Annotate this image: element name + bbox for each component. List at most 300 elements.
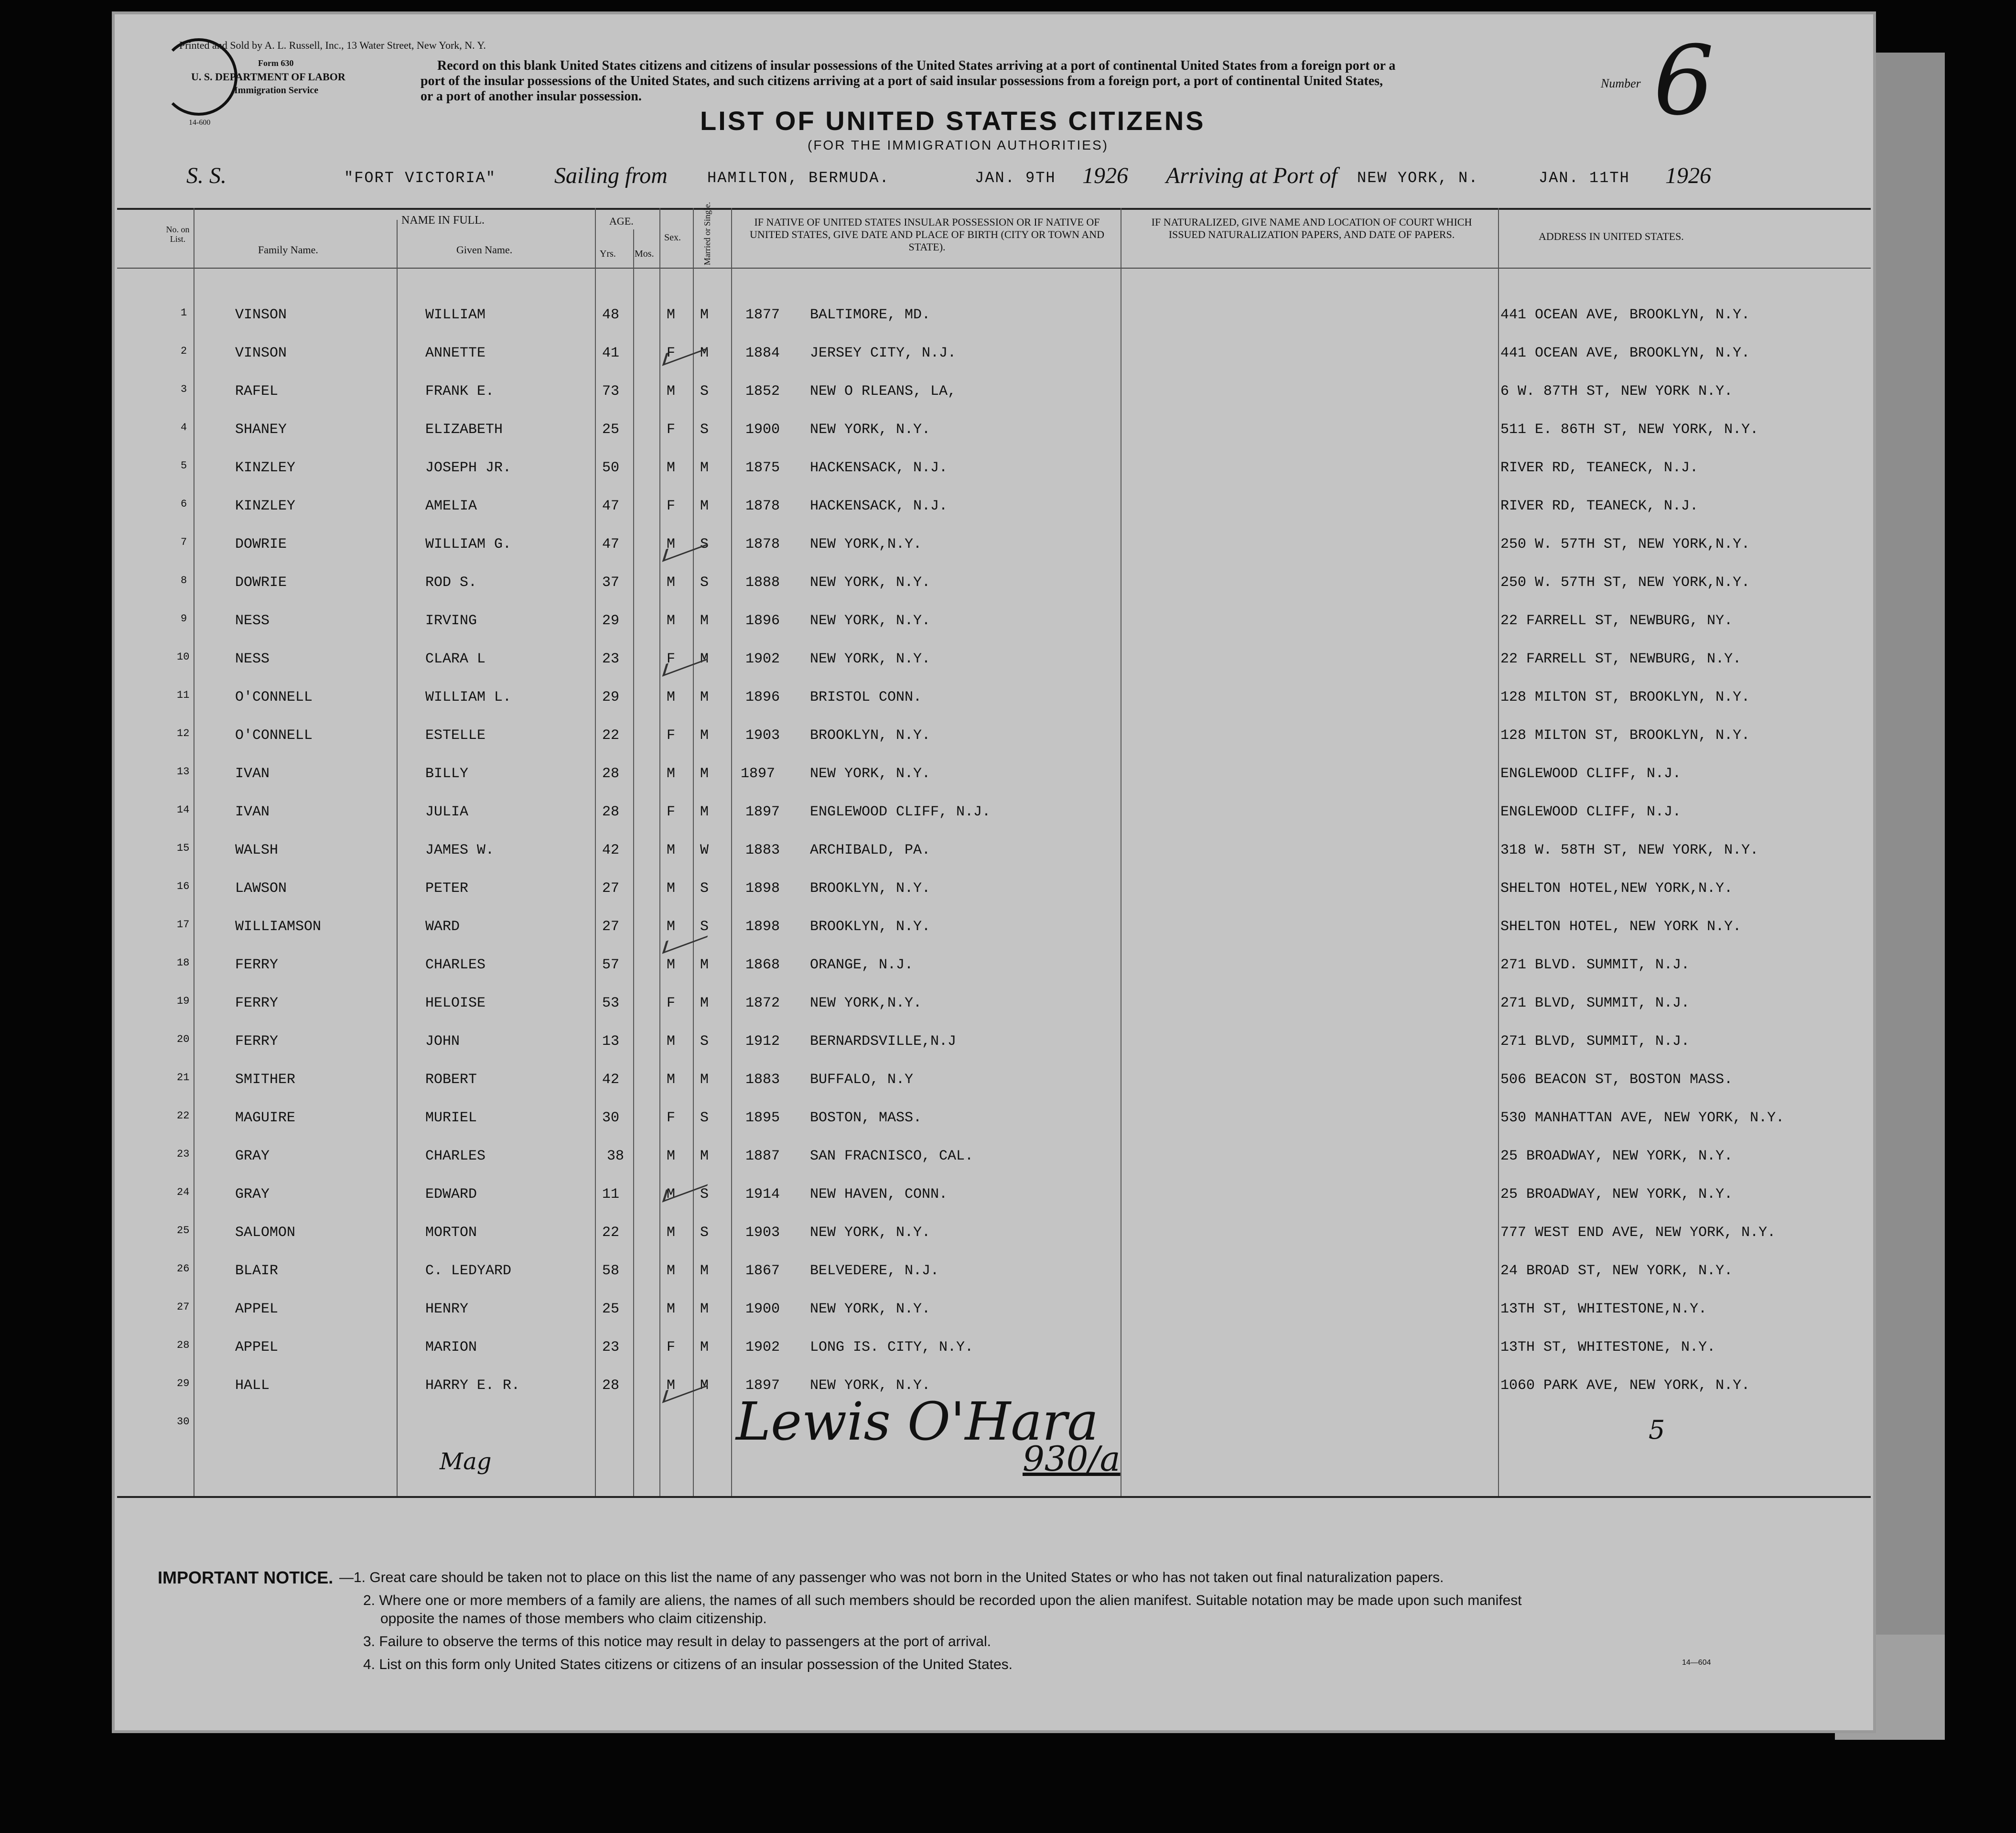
address: 1060 PARK AVE, NEW YORK, N.Y. [1500, 1377, 1750, 1394]
marital-status: M [700, 1339, 709, 1356]
age: 23 [602, 1339, 620, 1356]
birth-year: 1895 [745, 1110, 780, 1126]
birth-year: 1897 [745, 804, 780, 820]
age: 53 [602, 995, 620, 1011]
sex: M [667, 957, 676, 973]
table-row [115, 1225, 1873, 1263]
table-row [115, 1033, 1873, 1072]
arriving-label: Arriving at Port of [1166, 163, 1337, 188]
address: 250 W. 57TH ST, NEW YORK,N.Y. [1500, 536, 1750, 553]
age: 25 [602, 1301, 620, 1317]
row-number: 13 [177, 766, 190, 778]
sex: M [667, 575, 676, 591]
birth-place: BERNARDSVILLE,N.J [810, 1033, 957, 1050]
row-number: 1 [181, 307, 187, 319]
row-number: 21 [177, 1072, 190, 1084]
table-row [115, 880, 1873, 919]
row-number: 4 [181, 422, 187, 434]
ss-label: S. S. [186, 163, 226, 188]
row-number: 16 [177, 880, 190, 892]
birth-year: 1875 [745, 460, 780, 476]
birth-year: 1852 [745, 383, 780, 400]
marital-status: M [700, 613, 709, 629]
family-name: NESS [235, 613, 270, 629]
marital-status: M [700, 727, 709, 744]
table-row [115, 727, 1873, 766]
address: 24 BROAD ST, NEW YORK, N.Y. [1500, 1263, 1733, 1279]
address: 318 W. 58TH ST, NEW YORK, N.Y. [1500, 842, 1759, 858]
address: SHELTON HOTEL,NEW YORK,N.Y. [1500, 880, 1733, 897]
notice-heading: IMPORTANT NOTICE. [158, 1568, 334, 1587]
given-name: ROD S. [425, 575, 477, 591]
birth-place: BRISTOL CONN. [810, 689, 922, 705]
ship-name: "FORT VICTORIA" [344, 169, 496, 187]
family-name: APPEL [235, 1339, 279, 1356]
from-date: JAN. 9TH [975, 169, 1056, 187]
family-name: VINSON [235, 345, 287, 361]
handwritten-initials: Mag [440, 1448, 492, 1475]
given-name: CLARA L [425, 651, 486, 667]
row-number: 3 [181, 383, 187, 395]
department: U. S. DEPARTMENT OF LABOR [191, 71, 345, 83]
address: RIVER RD, TEANECK, N.J. [1500, 498, 1699, 514]
address: SHELTON HOTEL, NEW YORK N.Y. [1500, 919, 1742, 935]
family-name: O'CONNELL [235, 689, 313, 705]
age: 38 [607, 1148, 625, 1164]
age: 47 [602, 536, 620, 553]
sex: M [667, 689, 676, 705]
marital-status: M [700, 307, 709, 323]
birth-year: 1903 [745, 1225, 780, 1241]
marital-status: M [700, 957, 709, 973]
header-given-name: Given Name. [456, 244, 513, 256]
address: ENGLEWOOD CLIFF, N.J. [1500, 804, 1682, 820]
header-no: No. on List. [166, 225, 190, 244]
family-name: FERRY [235, 1033, 279, 1050]
birth-year: 1903 [745, 727, 780, 744]
given-name: WARD [425, 919, 460, 935]
address: 25 BROADWAY, NEW YORK, N.Y. [1500, 1186, 1733, 1203]
address: 25 BROADWAY, NEW YORK, N.Y. [1500, 1148, 1733, 1164]
birth-place: BROOKLYN, N.Y. [810, 919, 931, 935]
sex: F [667, 1339, 676, 1356]
table-row [115, 766, 1873, 804]
row-number: 30 [177, 1416, 190, 1428]
row-number: 5 [181, 460, 187, 472]
age: 25 [602, 422, 620, 438]
table-bottom-border [117, 1496, 1871, 1498]
notice-item-2: 2. Where one or more members of a family are aliens, the names of all such members should be recorded upon the alien manifest. Suitable notation may be made upon such manifest [363, 1593, 1522, 1608]
table-row [115, 804, 1873, 842]
address: 777 WEST END AVE, NEW YORK, N.Y. [1500, 1225, 1776, 1241]
notice-item-1: —1. Great care should be taken not to place on this list the name of any passenger who was not born in the United States or who has not taken out final naturalization papers. [339, 1570, 1444, 1585]
manifest-sheet [115, 14, 1873, 1730]
birth-year: 1884 [745, 345, 780, 361]
birth-place: NEW YORK, N.Y. [810, 766, 931, 782]
service: Immigration Service [234, 85, 319, 96]
address: 250 W. 57TH ST, NEW YORK,N.Y. [1500, 575, 1750, 591]
sex: M [667, 1263, 676, 1279]
birth-place: NEW YORK, N.Y. [810, 422, 931, 438]
marital-status: S [700, 536, 709, 553]
age: 42 [602, 1072, 620, 1088]
header-name-in-full: NAME IN FULL. [401, 214, 485, 227]
marital-status: M [700, 1263, 709, 1279]
table-row [115, 536, 1873, 575]
birth-year: 1878 [745, 536, 780, 553]
address: 13TH ST, WHITESTONE, N.Y. [1500, 1339, 1716, 1356]
printer-line: Printed and Sold by A. L. Russell, Inc., 13 Water Street, New York, N. Y. [179, 39, 486, 51]
row-number: 27 [177, 1301, 190, 1313]
address: 22 FARRELL ST, NEWBURG, NY. [1500, 613, 1733, 629]
number-label: Number [1601, 76, 1641, 90]
address: 441 OCEAN AVE, BROOKLYN, N.Y. [1500, 345, 1750, 361]
sex: M [667, 1377, 676, 1394]
address: 128 MILTON ST, BROOKLYN, N.Y. [1500, 689, 1750, 705]
address: 441 OCEAN AVE, BROOKLYN, N.Y. [1500, 307, 1750, 323]
address: ENGLEWOOD CLIFF, N.J. [1500, 766, 1682, 782]
from-port: HAMILTON, BERMUDA. [707, 169, 890, 187]
row-number: 17 [177, 919, 190, 931]
birth-year: 1902 [745, 651, 780, 667]
header-yrs: Yrs. [600, 249, 616, 259]
marital-status: S [700, 1186, 709, 1203]
birth-place: BROOKLYN, N.Y. [810, 727, 931, 744]
family-name: SHANEY [235, 422, 287, 438]
sex: F [667, 804, 676, 820]
family-name: WILLIAMSON [235, 919, 322, 935]
marital-status: M [700, 651, 709, 667]
birth-place: NEW O RLEANS, LA, [810, 383, 957, 400]
sex: M [667, 460, 676, 476]
marital-status: M [700, 1148, 709, 1164]
marital-status: S [700, 880, 709, 897]
form-id: Form 630 [258, 58, 294, 68]
family-name: GRAY [235, 1148, 270, 1164]
page-title: LIST OF UNITED STATES CITIZENS [700, 106, 1206, 136]
age: 73 [602, 383, 620, 400]
family-name: MAGUIRE [235, 1110, 296, 1126]
given-name: JOSEPH JR. [425, 460, 512, 476]
birth-place: NEW YORK, N.Y. [810, 613, 931, 629]
birth-place: SAN FRACNISCO, CAL. [810, 1148, 974, 1164]
row-number: 2 [181, 345, 187, 357]
table-row [115, 1301, 1873, 1339]
age: 42 [602, 842, 620, 858]
row-number: 14 [177, 804, 190, 816]
marital-status: M [700, 1301, 709, 1317]
notice-item-4: 4. List on this form only United States citizens or citizens of an insular possession of the United States. [363, 1657, 1013, 1672]
family-name: LAWSON [235, 880, 287, 897]
given-name: IRVING [425, 613, 477, 629]
sex: M [667, 1033, 676, 1050]
family-name: O'CONNELL [235, 727, 313, 744]
address: 271 BLVD, SUMMIT, N.J. [1500, 1033, 1690, 1050]
form-small: 14-600 [189, 119, 211, 127]
birth-year: 1888 [745, 575, 780, 591]
birth-place: HACKENSACK, N.J. [810, 498, 948, 514]
row-number: 25 [177, 1225, 190, 1236]
header-age: AGE. [609, 215, 634, 227]
notice-item-3: 3. Failure to observe the terms of this notice may result in delay to passengers at the port of arrival. [363, 1634, 991, 1649]
sex: F [667, 498, 676, 514]
table-row [115, 957, 1873, 995]
birth-year: 1898 [745, 880, 780, 897]
sex: M [667, 1225, 676, 1241]
row-number: 22 [177, 1110, 190, 1122]
family-name: APPEL [235, 1301, 279, 1317]
age: 47 [602, 498, 620, 514]
address: 506 BEACON ST, BOSTON MASS. [1500, 1072, 1733, 1088]
age: 23 [602, 651, 620, 667]
given-name: JULIA [425, 804, 469, 820]
sex: M [667, 842, 676, 858]
sex: M [667, 880, 676, 897]
row-number: 11 [177, 689, 190, 701]
age: 57 [602, 957, 620, 973]
marital-status: M [700, 689, 709, 705]
sex: M [667, 919, 676, 935]
handwritten-signature: Lewis O'Hara [736, 1391, 1099, 1452]
given-name: FRANK E. [425, 383, 495, 400]
family-name: GRAY [235, 1186, 270, 1203]
address: 128 MILTON ST, BROOKLYN, N.Y. [1500, 727, 1750, 744]
birth-place: NEW YORK, N.Y. [810, 575, 931, 591]
birth-year: 1883 [745, 1072, 780, 1088]
row-number: 12 [177, 727, 190, 739]
header-address: ADDRESS IN UNITED STATES. [1539, 230, 1684, 242]
given-name: WILLIAM L. [425, 689, 512, 705]
given-name: HARRY E. R. [425, 1377, 520, 1394]
sex: M [667, 1301, 676, 1317]
given-name: PETER [425, 880, 469, 897]
table-row [115, 460, 1873, 498]
row-number: 6 [181, 498, 187, 510]
marital-status: M [700, 345, 709, 361]
sex: M [667, 307, 676, 323]
header-native: IF NATIVE OF UNITED STATES INSULAR POSSESSION OR IF NATIVE OF UNITED STATES, GIVE DATE AND PLACE OF BIRTH (CITY OR TOWN AND STATE). [749, 216, 1105, 253]
given-name: WILLIAM [425, 307, 486, 323]
table-row [115, 498, 1873, 536]
birth-year: 1887 [745, 1148, 780, 1164]
birth-year: 1896 [745, 613, 780, 629]
age: 28 [602, 766, 620, 782]
age: 29 [602, 689, 620, 705]
age: 50 [602, 460, 620, 476]
given-name: JOHN [425, 1033, 460, 1050]
table-row [115, 1339, 1873, 1377]
age: 29 [602, 613, 620, 629]
table-row [115, 383, 1873, 422]
instruction-line-1: Record on this blank United States citizens and citizens of insular possessions of the United States arriving at a port of continental United States from a foreign port or a [437, 58, 1396, 73]
table-row [115, 1148, 1873, 1186]
marital-status: M [700, 1072, 709, 1088]
marital-status: S [700, 1110, 709, 1126]
birth-year: 1883 [745, 842, 780, 858]
sex: F [667, 345, 676, 361]
given-name: HENRY [425, 1301, 469, 1317]
address: 530 MANHATTAN AVE, NEW YORK, N.Y. [1500, 1110, 1785, 1126]
page-subtitle: (FOR THE IMMIGRATION AUTHORITIES) [808, 138, 1109, 152]
given-name: MARION [425, 1339, 477, 1356]
row-number: 10 [177, 651, 190, 663]
given-name: BILLY [425, 766, 469, 782]
birth-place: BROOKLYN, N.Y. [810, 880, 931, 897]
address: 13TH ST, WHITESTONE,N.Y. [1500, 1301, 1707, 1317]
sex: M [667, 1072, 676, 1088]
birth-place: NEW YORK, N.Y. [810, 651, 931, 667]
sailing-label: Sailing from [554, 163, 668, 188]
marital-status: S [700, 1225, 709, 1241]
address: 271 BLVD, SUMMIT, N.J. [1500, 995, 1690, 1011]
birth-place: LONG IS. CITY, N.Y. [810, 1339, 974, 1356]
age: 48 [602, 307, 620, 323]
marital-status: S [700, 1033, 709, 1050]
age: 41 [602, 345, 620, 361]
table-row [115, 613, 1873, 651]
sex: F [667, 422, 676, 438]
birth-place: NEW YORK,N.Y. [810, 536, 922, 553]
handwritten-page-count: 5 [1649, 1415, 1665, 1445]
table-row [115, 689, 1873, 727]
given-name: WILLIAM G. [425, 536, 512, 553]
given-name: ANNETTE [425, 345, 486, 361]
birth-place: NEW YORK, N.Y. [810, 1301, 931, 1317]
marital-status: M [700, 995, 709, 1011]
family-name: VINSON [235, 307, 287, 323]
given-name: AMELIA [425, 498, 477, 514]
row-number: 7 [181, 536, 187, 548]
marital-status: S [700, 383, 709, 400]
form-number: 14—604 [1682, 1659, 1711, 1667]
table-row [115, 307, 1873, 345]
given-name: CHARLES [425, 957, 486, 973]
birth-place: HACKENSACK, N.J. [810, 460, 948, 476]
birth-year: 1868 [745, 957, 780, 973]
header-mos: Mos. [635, 249, 654, 259]
family-name: BLAIR [235, 1263, 279, 1279]
marital-status: M [700, 766, 709, 782]
birth-place: JERSEY CITY, N.J. [810, 345, 957, 361]
marital-status: M [700, 1377, 709, 1394]
given-name: ELIZABETH [425, 422, 503, 438]
age: 22 [602, 1225, 620, 1241]
sex: F [667, 1110, 676, 1126]
family-name: FERRY [235, 995, 279, 1011]
age: 37 [602, 575, 620, 591]
sex: F [667, 995, 676, 1011]
family-name: KINZLEY [235, 460, 296, 476]
given-name: EDWARD [425, 1186, 477, 1203]
to-port: NEW YORK, N. [1357, 169, 1479, 187]
given-name: C. LEDYARD [425, 1263, 512, 1279]
birth-year: 1912 [745, 1033, 780, 1050]
age: 27 [602, 919, 620, 935]
birth-place: ORANGE, N.J. [810, 957, 914, 973]
birth-year: 1896 [745, 689, 780, 705]
table-row [115, 651, 1873, 689]
table-row [115, 345, 1873, 383]
row-number: 29 [177, 1377, 190, 1389]
table-row [115, 919, 1873, 957]
instruction-line-2: port of the insular possessions of the United States, and such citizens arriving at a port of said insular possessions from a foreign port, a port of continental United States, [420, 74, 1383, 88]
marital-status: S [700, 919, 709, 935]
age: 58 [602, 1263, 620, 1279]
given-name: JAMES W. [425, 842, 495, 858]
age: 27 [602, 880, 620, 897]
given-name: HELOISE [425, 995, 486, 1011]
birth-place: BOSTON, MASS. [810, 1110, 922, 1126]
age: 28 [602, 804, 620, 820]
birth-year: 1897 [741, 766, 776, 782]
row-number: 18 [177, 957, 190, 969]
given-name: MURIEL [425, 1110, 477, 1126]
row-number: 26 [177, 1263, 190, 1275]
header-family-name: Family Name. [258, 244, 318, 256]
birth-year: 1900 [745, 422, 780, 438]
birth-place: BUFFALO, N.Y [810, 1072, 914, 1088]
marital-status: M [700, 460, 709, 476]
birth-place: BELVEDERE, N.J. [810, 1263, 939, 1279]
address: 22 FARRELL ST, NEWBURG, N.Y. [1500, 651, 1742, 667]
sex: M [667, 1148, 676, 1164]
birth-year: 1902 [745, 1339, 780, 1356]
table-top-border [117, 208, 1871, 210]
table-row [115, 1263, 1873, 1301]
given-name: CHARLES [425, 1148, 486, 1164]
family-name: SMITHER [235, 1072, 296, 1088]
marital-status: M [700, 804, 709, 820]
address: 511 E. 86TH ST, NEW YORK, N.Y. [1500, 422, 1759, 438]
birth-place: NEW HAVEN, CONN. [810, 1186, 948, 1203]
to-year: 1926 [1665, 163, 1711, 188]
header-sex: Sex. [664, 232, 681, 243]
table-row [115, 422, 1873, 460]
table-row [115, 1186, 1873, 1225]
address: 271 BLVD. SUMMIT, N.J. [1500, 957, 1690, 973]
row-number: 19 [177, 995, 190, 1007]
family-name: NESS [235, 651, 270, 667]
sex: M [667, 536, 676, 553]
birth-year: 1897 [745, 1377, 780, 1394]
birth-year: 1900 [745, 1301, 780, 1317]
table-row [115, 842, 1873, 880]
from-year: 1926 [1082, 163, 1128, 188]
age: 13 [602, 1033, 620, 1050]
birth-year: 1877 [745, 307, 780, 323]
row-number: 9 [181, 613, 187, 625]
birth-year: 1878 [745, 498, 780, 514]
table-row [115, 1072, 1873, 1110]
sex: M [667, 1186, 676, 1203]
birth-place: ENGLEWOOD CLIFF, N.J. [810, 804, 991, 820]
family-name: FERRY [235, 957, 279, 973]
address: RIVER RD, TEANECK, N.J. [1500, 460, 1699, 476]
family-name: IVAN [235, 804, 270, 820]
birth-place: ARCHIBALD, PA. [810, 842, 931, 858]
marital-status: S [700, 422, 709, 438]
instruction-line-3: or a port of another insular possession. [420, 89, 642, 104]
marital-status: M [700, 498, 709, 514]
family-name: IVAN [235, 766, 270, 782]
family-name: KINZLEY [235, 498, 296, 514]
row-number: 24 [177, 1186, 190, 1198]
table-row [115, 1110, 1873, 1148]
birth-place: NEW YORK, N.Y. [810, 1377, 931, 1394]
family-name: HALL [235, 1377, 270, 1394]
table-row [115, 575, 1873, 613]
row-number: 28 [177, 1339, 190, 1351]
